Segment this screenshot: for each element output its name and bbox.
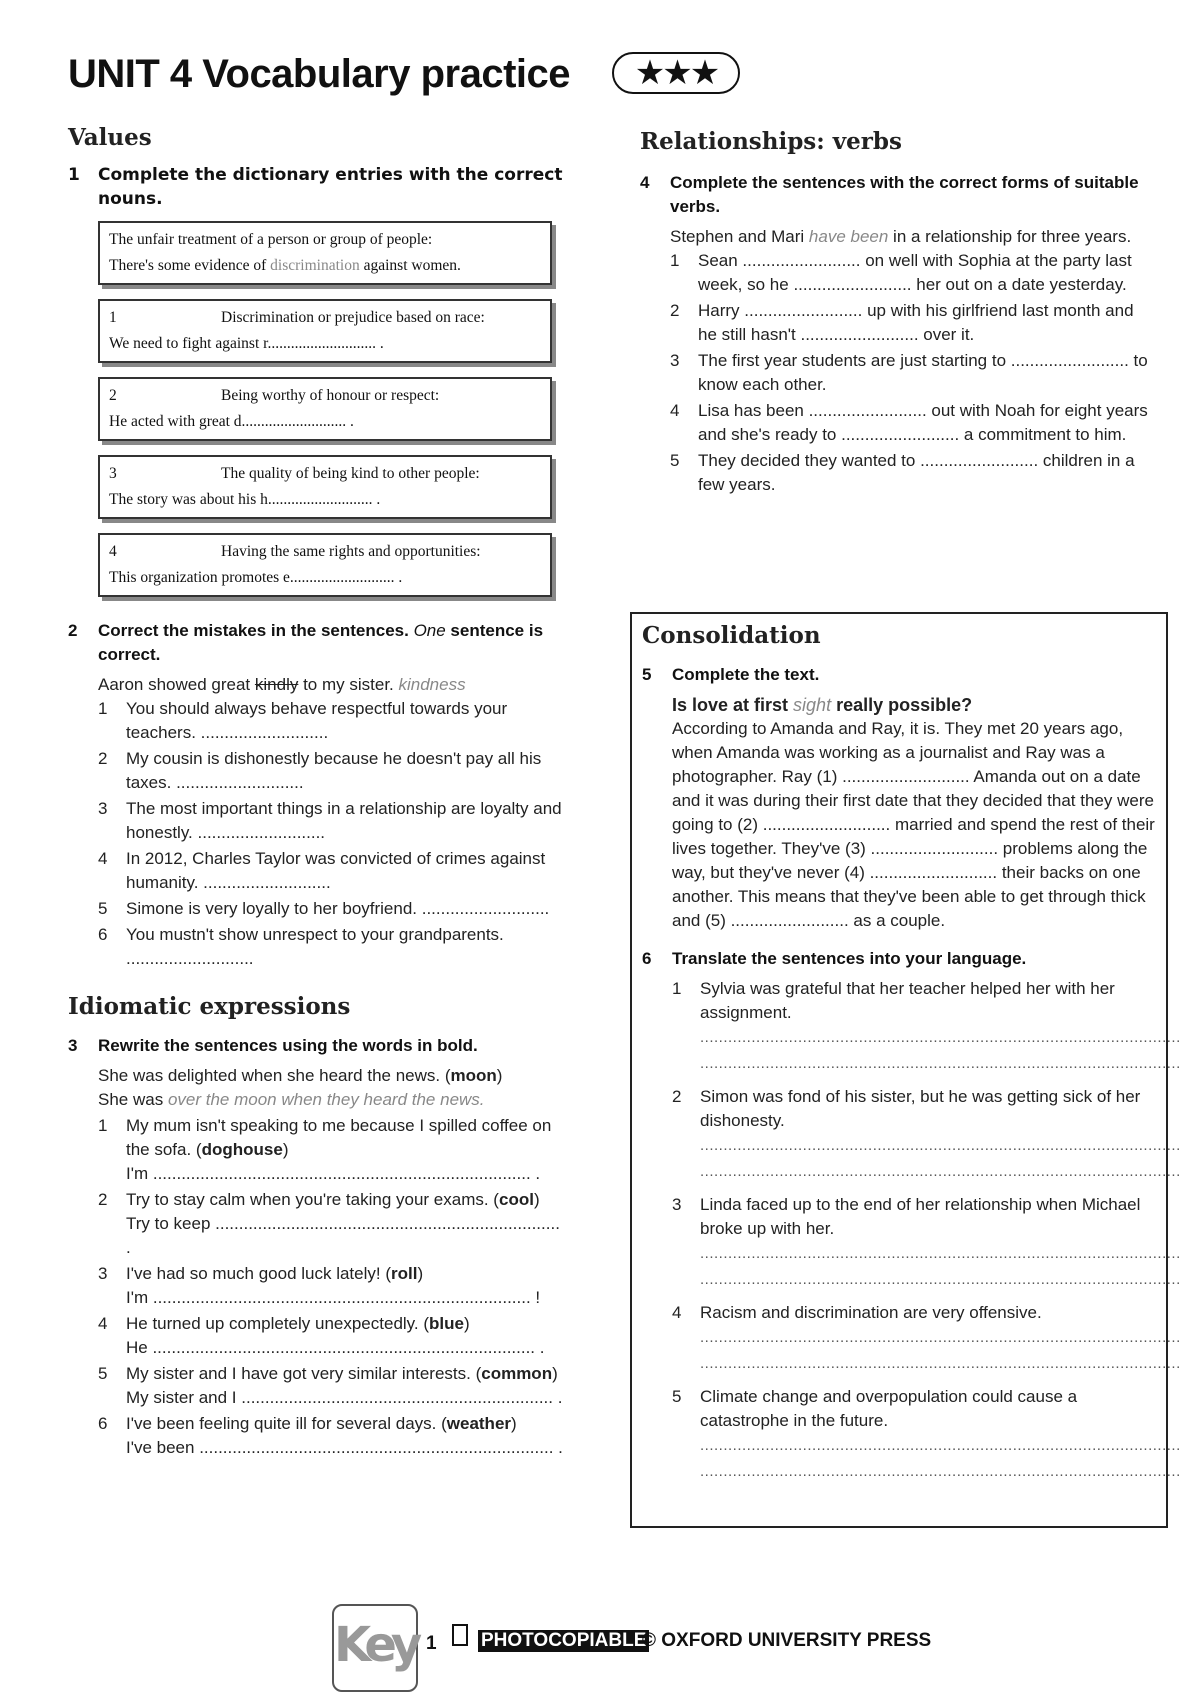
exercise-4-example: Stephen and Mari have been in a relationship for three years. (670, 227, 1132, 246)
list-item[interactable]: 1 You should always behave respectful towards your teachers. ........................... (98, 699, 508, 742)
answer-line[interactable]: ....................................................................................................... (700, 1271, 1181, 1288)
answer-line[interactable]: ....................................................................................................... (700, 1029, 1181, 1046)
right-column (640, 128, 1150, 499)
entry-definition: Having the same rights and opportunities: (221, 543, 481, 560)
list-item[interactable]: 3 I've had so much good luck lately! (roll) I'm ................................................................................ ! (68, 1262, 568, 1310)
list-item[interactable]: 4 He turned up completely unexpectedly. (blue) He ................................................................................. . (68, 1312, 568, 1360)
answer-line[interactable]: ....................................................................................................... (700, 1245, 1181, 1262)
answer-line[interactable]: ....................................................................................................... (700, 1437, 1181, 1454)
list-item[interactable]: 5 My sister and I have got very similar interests. (common) My sister and I .................................................................. . (68, 1362, 568, 1410)
example-answer: kindness (398, 675, 466, 694)
list-item[interactable]: 4 In 2012, Charles Taylor was convicted of crimes against humanity. ........................... (98, 849, 546, 892)
list-item: 4 Racism and discrimination are very offensive. ....................................................................................................... ....................................................................................................... (642, 1301, 1156, 1377)
entry-sentence[interactable]: The story was about his h........................... . (109, 491, 381, 508)
list-item: 1 Sylvia was grateful that her teacher helped her with her assignment. ....................................................................................................... ....................................................................................................... (642, 977, 1156, 1077)
struck-word: kindly (254, 675, 299, 694)
list-item[interactable]: 2 My cousin is dishonestly because he doesn't pay all his taxes. ........................... (98, 749, 542, 792)
section-heading-idioms: Idiomatic expressions (68, 993, 351, 1020)
entry-number: 4 (109, 543, 117, 560)
entry-definition: The quality of being kind to other people: (221, 465, 480, 482)
exercise-number: 4 (640, 173, 650, 192)
publisher-label: © OXFORD UNIVERSITY PRESS (642, 1630, 932, 1651)
exercise-1-instruction (68, 163, 568, 211)
answer-line[interactable]: Try to keep ......................................................................... . (126, 1214, 560, 1257)
answer-line[interactable]: I've been ........................................................................... . (126, 1438, 563, 1457)
answer-line[interactable]: ....................................................................................................... (700, 1355, 1181, 1372)
entry-definition: Discrimination or prejudice based on race: (221, 309, 485, 326)
list-item[interactable]: 6 I've been feeling quite ill for several days. (weather) I've been ........................................................................... . (68, 1412, 568, 1460)
cloze-text[interactable]: According to Amanda and Ray, it is. They met 20 years ago, when Amanda was working as a journalist and Ray was a photographer. Ray (1) ........................... Amanda out on a date and it was during their first date that they decided that they were going to (2) ........................... married and spend the rest of their lives together. They've (3) ........................... problems along the way, but they've never (4) ........................... their backs on one another. This means that they've been able to get through thick and (5) ......................... as a couple. (672, 719, 1155, 930)
entry-number: 2 (109, 387, 117, 404)
difficulty-stars-icon: ★★★ (612, 52, 740, 94)
list-item[interactable]: 2 Try to stay calm when you're taking your exams. (cool) Try to keep ......................................................................... . (68, 1188, 568, 1260)
exercise-number: 5 (642, 665, 652, 684)
exercise-5-instruction: 5 Complete the text. (642, 663, 1156, 687)
list-item[interactable]: 5 They decided they wanted to ......................... children in a few years. (670, 451, 1135, 494)
list-item[interactable]: 6 You mustn't show unrespect to your grandparents. ........................... (98, 925, 504, 968)
list-item[interactable]: 5 Simone is very loyally to her boyfriend. ........................... (98, 899, 550, 918)
answer-line[interactable]: ....................................................................................................... (700, 1329, 1181, 1346)
section-heading-relationships: Relationships: verbs (640, 128, 902, 155)
exercise-3-example-answer: She was over the moon when they heard the news. (98, 1090, 485, 1109)
list-item: 3 Linda faced up to the end of her relationship when Michael broke up with her. ....................................................................................................... ....................................................................................................... (642, 1193, 1156, 1293)
answer-line[interactable]: ....................................................................................................... (700, 1055, 1181, 1072)
exercise-3-instruction: 3 Rewrite the sentences using the words in bold. (68, 1034, 568, 1058)
left-column (68, 124, 568, 1462)
page-title: UNIT 4 Vocabulary practice (68, 52, 570, 96)
answer-line[interactable]: ....................................................................................................... (700, 1163, 1181, 1180)
key-logo-icon: Key (332, 1604, 418, 1692)
list-item[interactable]: 4 Lisa has been ......................... out with Noah for eight years and she's ready to ......................... a commitment to him. (670, 401, 1148, 444)
answer-line[interactable]: I'm ................................................................................ ! (126, 1288, 541, 1307)
entry-definition: Being worthy of honour or respect: (221, 387, 440, 404)
exercise-number: 2 (68, 621, 78, 640)
list-item[interactable]: 3 The first year students are just starting to ......................... to know each other. (670, 351, 1148, 394)
list-item: 2 Simon was fond of his sister, but he was getting sick of her dishonesty. ....................................................................................................... ....................................................................................................... (642, 1085, 1156, 1185)
entry-sentence[interactable]: This organization promotes e........................... . (109, 569, 403, 586)
entry-number: 1 (109, 309, 117, 326)
dictionary-entry (98, 455, 552, 519)
exercise-6-instruction: 6 Translate the sentences into your language. (642, 947, 1156, 971)
answer-line[interactable]: I'm ................................................................................ . (126, 1164, 541, 1183)
photocopy-icon (452, 1624, 468, 1646)
dictionary-entry-example (98, 221, 552, 285)
dictionary-entry (98, 533, 552, 597)
exercise-2-example: Aaron showed great kindly to my sister. kindness (98, 675, 466, 694)
list-item[interactable]: 1 Sean ......................... on well with Sophia at the party last week, so he ......................... her out on a date yesterday. (670, 251, 1132, 294)
entry-definition: The unfair treatment of a person or group of people: (109, 231, 433, 248)
exercise-4-instruction: 4 Complete the sentences with the correct forms of suitable verbs. (640, 173, 1139, 216)
list-item: 5 Climate change and overpopulation could cause a catastrophe in the future. ....................................................................................................... ....................................................................................................... (642, 1385, 1156, 1485)
text-title: Is love at first sight really possible? (672, 695, 973, 715)
page-number: 1 (426, 1633, 437, 1654)
exercise-number: 3 (68, 1036, 78, 1055)
list-item[interactable]: 3 The most important things in a relationship are loyalty and honestly. ........................... (98, 799, 562, 842)
entry-sentence[interactable]: He acted with great d........................... . (109, 413, 354, 430)
answer-line[interactable]: He ................................................................................. . (126, 1338, 545, 1357)
entry-sentence[interactable]: We need to fight against r............................ . (109, 335, 384, 352)
answer-line[interactable]: ....................................................................................................... (700, 1137, 1181, 1154)
entry-sentence: There's some evidence of discrimination against women. (109, 257, 461, 274)
section-heading-consolidation: Consolidation (642, 622, 821, 649)
answer-line[interactable]: ....................................................................................................... (700, 1463, 1181, 1480)
list-item[interactable]: 1 My mum isn't speaking to me because I spilled coffee on the sofa. (doghouse) I'm ................................................................................ . (68, 1114, 568, 1186)
dictionary-entry (98, 299, 552, 363)
dictionary-entry (98, 377, 552, 441)
photocopiable-label: PHOTOCOPIABLE (478, 1630, 649, 1652)
answer-line[interactable]: My sister and I .................................................................. . (126, 1388, 563, 1407)
entry-number: 3 (109, 465, 117, 482)
exercise-number: 1 (68, 165, 80, 185)
example-answer: discrimination (270, 257, 360, 274)
section-heading-values: Values (68, 124, 152, 151)
exercise-number: 6 (642, 949, 652, 968)
list-item[interactable]: 2 Harry ......................... up with his girlfriend last month and he still hasn't ......................... over it. (670, 301, 1134, 344)
instruction-text: Complete the dictionary entries with the correct nouns. (98, 165, 563, 209)
consolidation-box (630, 612, 1181, 1528)
exercise-3-example-question: She was delighted when she heard the news. (moon) (98, 1066, 503, 1085)
exercise-2-instruction: 2 Correct the mistakes in the sentences. One sentence is correct. (68, 621, 544, 664)
